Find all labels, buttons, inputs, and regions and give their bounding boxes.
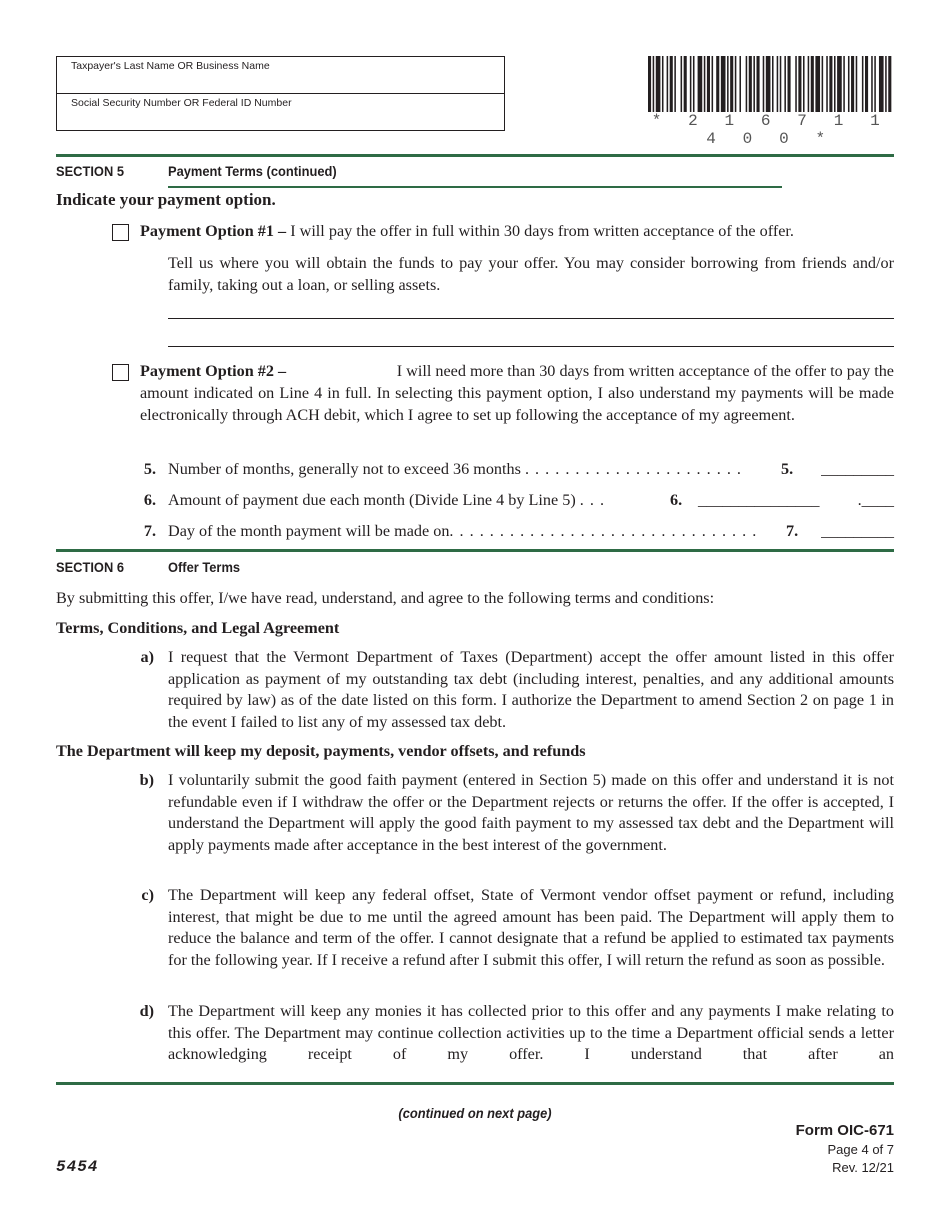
- footer-rule: [56, 1082, 894, 1085]
- payment-option-2-text-rest: amount indicated on Line 4 in full. In selecting this payment option, I also understand my payments will be made electronically through ACH debit, which I agree to set up following the acceptance of my agreement.: [140, 384, 894, 424]
- payment-option-1: [140, 220, 894, 242]
- barcode-bar: [879, 56, 884, 112]
- section5-title-underline: [168, 186, 782, 188]
- section5-top-rule: [56, 154, 894, 157]
- barcode-bar: [784, 56, 786, 112]
- payment-option-2-checkbox[interactable]: [112, 364, 129, 381]
- line-6-number: 6.: [143, 491, 156, 509]
- item-a-letter: a): [140, 648, 154, 666]
- line-6-text: [168, 489, 605, 511]
- section6-top-rule: [56, 549, 894, 552]
- page-number: Page 4 of 7: [827, 1142, 894, 1157]
- barcode-bar: [865, 56, 868, 112]
- barcode-bar: [681, 56, 683, 112]
- payment-option-1-text: I will pay the offer in full within 30 days from written acceptance of the offer.: [290, 222, 794, 240]
- barcode-text: * 2 1 6 7 1 1 4 0 0 *: [651, 112, 889, 148]
- line-6: [140, 489, 894, 511]
- ssn-label: Social Security Number OR Federal ID Number: [71, 97, 292, 109]
- barcode-bar: [698, 56, 703, 112]
- item-c-text: The Department will keep any federal offset, State of Vermont vendor offset payment or refund, including interest, that might be due to me until the agreed amount has been paid. The Department will apply them to reduce the balance and term of the offer. I cannot designate that a refund be applied to estimated tax payments for the following year. If I receive a refund after I submit this offer, I will return the refund as soon as possible.: [168, 886, 894, 969]
- section5-number: SECTION 5: [56, 163, 124, 179]
- barcode-bar: [753, 56, 755, 112]
- revision-date: Rev. 12/21: [832, 1160, 894, 1175]
- barcode-bar: [811, 56, 814, 112]
- barcode-bar: [648, 56, 651, 112]
- barcode-bar: [862, 56, 864, 112]
- line-5-ref: 5.: [781, 460, 794, 478]
- barcode-bar: [803, 56, 805, 112]
- line-5-label: Number of months, generally not to exceed 36 months: [168, 460, 521, 478]
- section6-number: SECTION 6: [56, 559, 124, 575]
- line-5: [140, 458, 894, 480]
- barcode-bar: [704, 56, 706, 112]
- barcode-bar: [766, 56, 771, 112]
- barcode-bar: [735, 56, 737, 112]
- taxpayer-id-box: [56, 56, 505, 131]
- barcode-bar: [888, 56, 891, 112]
- barcode-bar: [843, 56, 845, 112]
- section6-intro: By submitting this offer, I/we have read, understand, and agree to the following terms and conditions:: [56, 589, 715, 607]
- barcode-bar: [808, 56, 810, 112]
- barcode-bar: [656, 56, 661, 112]
- line-5-dots: . . . . . . . . . . . . . . . . . . . . . .: [524, 460, 742, 478]
- taxpayer-name-label: Taxpayer's Last Name OR Business Name: [71, 60, 270, 72]
- line-7-ref: 7.: [786, 522, 799, 540]
- terms-heading: Terms, Conditions, and Legal Agreement: [56, 619, 340, 637]
- barcode-bar: [670, 56, 673, 112]
- barcode-bar: [829, 56, 832, 112]
- item-b-text: I voluntarily submit the good faith payment (entered in Section 5) made on this offer and understand it is not refundable even if I withdraw the offer or the Department rejects or returns the offer. If the offer is accepted, I understand the Department will apply the good faith payment to my assessed tax debt and the Department will apply payments made after acceptance in the best interest of the government.: [168, 771, 894, 854]
- barcode-bar: [780, 56, 782, 112]
- barcode: [648, 56, 892, 112]
- barcode-bar: [837, 56, 842, 112]
- line-5-blank[interactable]: _________: [821, 460, 894, 478]
- barcode-bar: [788, 56, 791, 112]
- barcode-bar: [707, 56, 710, 112]
- line-6-ref: 6.: [670, 491, 683, 509]
- funds-source-line-1[interactable]: [168, 318, 894, 319]
- barcode-bar: [667, 56, 669, 112]
- line-7-label: Day of the month payment will be made on: [168, 522, 450, 540]
- barcode-bar: [727, 56, 729, 112]
- barcode-bar: [693, 56, 695, 112]
- line-6-blank[interactable]: _______________: [698, 491, 820, 509]
- barcode-bar: [746, 56, 748, 112]
- item-c-letter: c): [141, 886, 154, 904]
- barcode-bar: [856, 56, 858, 112]
- option-2-dash: –: [278, 362, 287, 380]
- payment-option-2-text-line1: I will need more than 30 days from written acceptance of the offer to pay the: [396, 362, 894, 380]
- barcode-bar: [874, 56, 876, 112]
- box-divider: [57, 93, 504, 94]
- payment-option-1-checkbox[interactable]: [112, 224, 129, 241]
- line-6-label: Amount of payment due each month (Divide Line 4 by Line 5): [168, 491, 576, 509]
- item-d-letter: d): [139, 1002, 154, 1020]
- item-a-text: I request that the Vermont Department of Taxes (Department) accept the offer amount listed in this offer application as payment of my outstanding tax debt (including interest, penalties, and any additional amounts required by law) as of the date listed on this form. I authorize the Department to amend Section 2 on page 1 in the event I failed to list any of my assessed tax debt.: [168, 648, 894, 731]
- option-1-dash: –: [278, 222, 287, 240]
- barcode-bar: [662, 56, 664, 112]
- line-6-cents[interactable]: .____: [857, 491, 894, 509]
- barcode-bar: [721, 56, 726, 112]
- barcode-bar: [871, 56, 873, 112]
- form-code: 5454: [56, 1158, 99, 1176]
- barcode-bar: [834, 56, 836, 112]
- barcode-bar: [739, 56, 741, 112]
- barcode-bar: [684, 56, 687, 112]
- barcode-bar: [777, 56, 779, 112]
- line-7-blank[interactable]: _________: [821, 522, 894, 540]
- barcode-bar: [795, 56, 797, 112]
- funds-source-instructions: Tell us where you will obtain the funds to pay your offer. You may consider borrowing from friends and/or family, taking out a loan, or selling assets.: [168, 254, 894, 294]
- barcode-bar: [763, 56, 765, 112]
- line-6-dots: . . .: [579, 491, 606, 509]
- barcode-bar: [822, 56, 824, 112]
- barcode-bar: [798, 56, 801, 112]
- barcode-bar: [815, 56, 820, 112]
- payment-option-2-label: Payment Option #2: [140, 362, 274, 380]
- barcode-bar: [749, 56, 752, 112]
- section5-title: Payment Terms (continued): [168, 163, 337, 179]
- line-7-text: [168, 520, 757, 542]
- item-d-text: The Department will keep any monies it has collected prior to this offer and any payments I make relating to this offer. The Department may continue collection activities up to the time a Department official sends a letter acknowledging receipt of my offer. I understand that after an: [168, 1002, 894, 1063]
- payment-option-1-label: Payment Option #1: [140, 222, 274, 240]
- barcode-bar: [826, 56, 828, 112]
- barcode-bar: [772, 56, 774, 112]
- deposit-heading: The Department will keep my deposit, payments, vendor offsets, and refunds: [56, 742, 586, 760]
- continued-note: (continued on next page): [398, 1105, 552, 1121]
- line-7-number: 7.: [143, 522, 156, 540]
- line-7-dots: . . . . . . . . . . . . . . . . . . . . . . . . . . . . . . .: [449, 522, 758, 540]
- payment-option-2: [140, 360, 894, 426]
- barcode-bar: [674, 56, 676, 112]
- barcode-bar: [653, 56, 655, 112]
- barcode-bar: [716, 56, 719, 112]
- barcode-bar: [712, 56, 714, 112]
- line-5-number: 5.: [143, 460, 156, 478]
- line-7: [140, 520, 894, 542]
- barcode-bar: [848, 56, 850, 112]
- barcode-bar: [730, 56, 733, 112]
- barcode-bar: [885, 56, 887, 112]
- item-b-letter: b): [139, 771, 154, 789]
- funds-source-line-2[interactable]: [168, 346, 894, 347]
- barcode-bar: [757, 56, 760, 112]
- section6-title: Offer Terms: [168, 559, 241, 575]
- form-name: Form OIC-671: [795, 1122, 894, 1139]
- barcode-bar: [690, 56, 692, 112]
- payment-option-prompt: Indicate your payment option.: [56, 190, 276, 209]
- line-5-text: [168, 458, 742, 480]
- barcode-bar: [851, 56, 854, 112]
